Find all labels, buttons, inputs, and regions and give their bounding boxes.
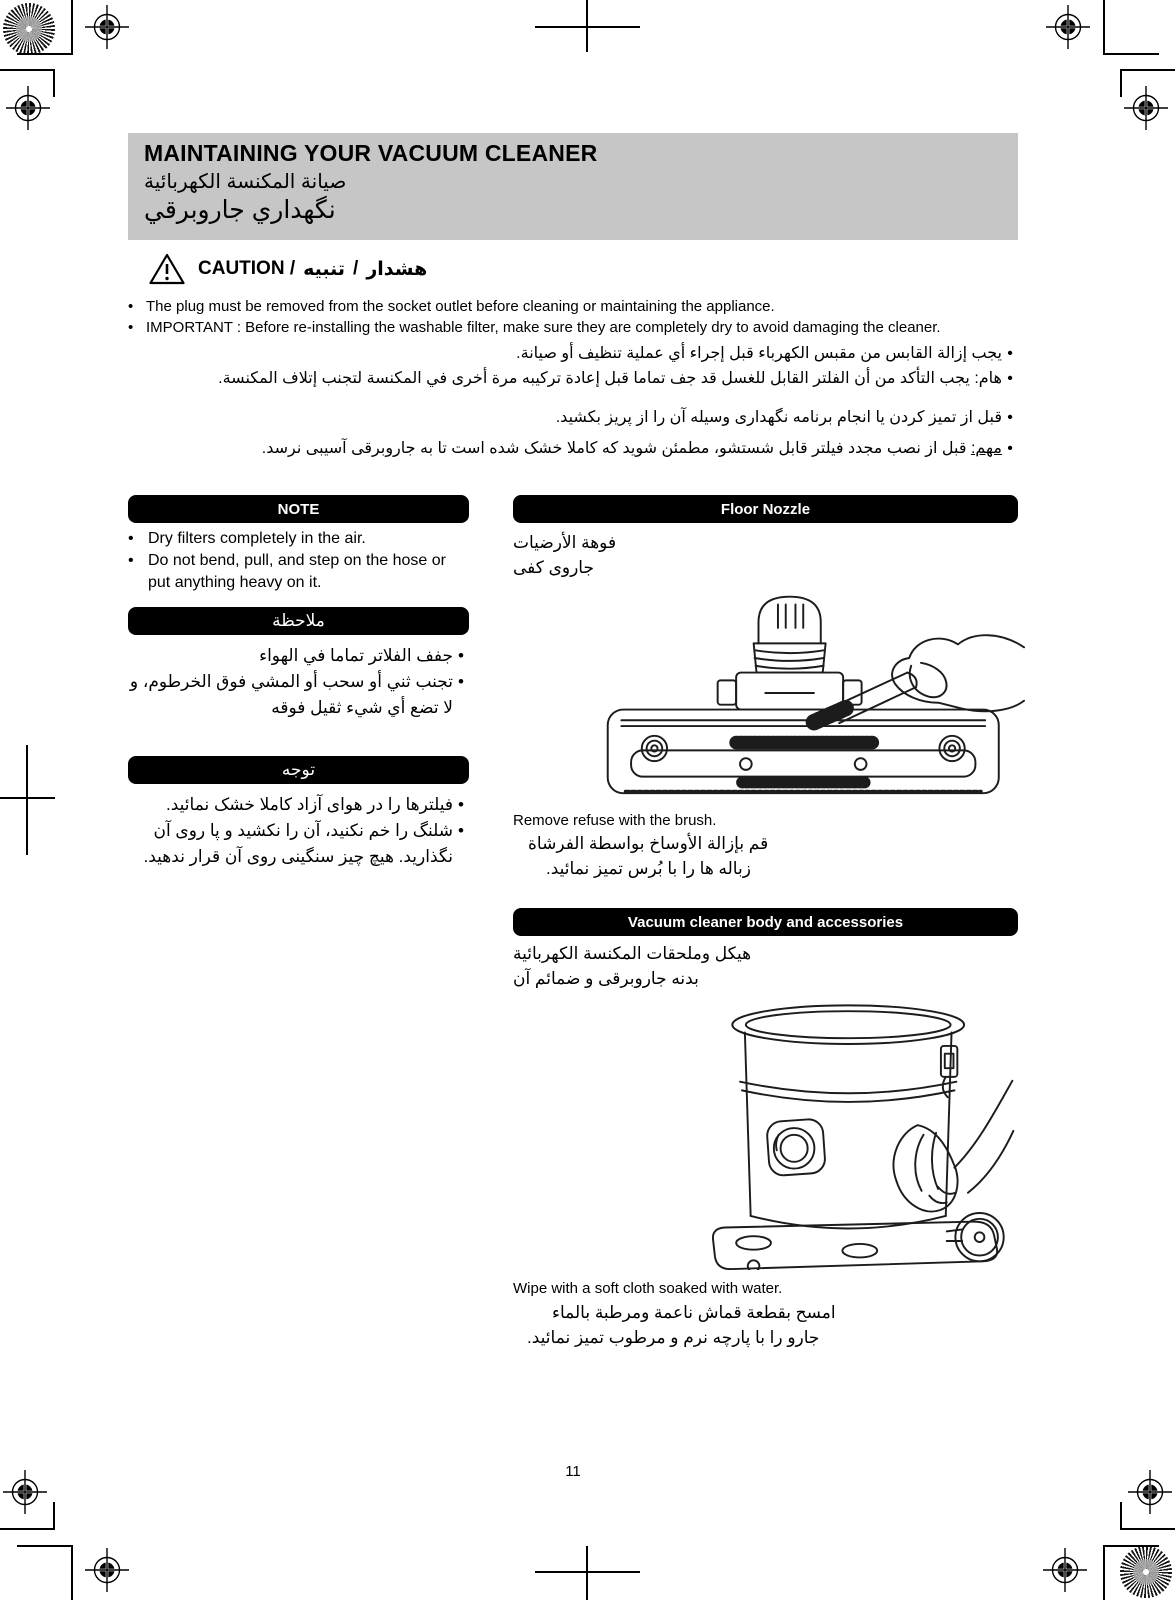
registration-mark-icon [1046,5,1090,49]
list-item [128,792,469,818]
bullet-icon: • [458,646,464,665]
note-fa-header-bar [128,756,469,784]
crop-mark [1120,1502,1122,1530]
bullet-text: قبل از تميز كردن يا انجام برنامه نگهدارى وسيله آن را از پريز بكشيد. [555,409,1002,426]
crop-mark [71,0,73,55]
list-item [128,818,469,870]
list-item [128,528,473,550]
crop-mark [0,69,55,71]
note-ar-list [128,643,469,721]
bullet-text-rest: قبل از نصب مجدد فيلتر قابل شستشو، مطمئن شويد كه كاملا خشک شده است تا به جاروبرقى آسيبى نرسد. [261,440,971,457]
note-ar-title: ملاحظة [272,611,325,630]
caution-label-fa: هشدار [366,258,428,280]
crop-mark [1103,1545,1159,1547]
crop-mark [1103,1545,1105,1600]
bullet-icon: • [458,821,464,840]
sunburst-print-mark-icon [1120,1546,1172,1598]
bullet-icon: • [128,319,134,336]
section-header-banner [128,133,1018,240]
bullet-icon: • [128,552,134,569]
important-prefix: مهم: [970,440,1002,457]
bullet-icon: • [1007,440,1013,457]
floor-nozzle-header-bar [513,495,1018,523]
page-number: 11 [565,1463,581,1480]
floor-nozzle-illustration [598,583,1026,803]
list-item [128,669,469,721]
warning-triangle-icon [148,252,186,286]
bullet-text: فيلترها را در هواى آزاد كاملا خشک نمائيد. [166,795,453,814]
list-item [100,366,1018,391]
crop-mark [0,1528,55,1530]
crop-mark [17,53,73,55]
bullet-icon: • [458,672,464,691]
bullet-text: هام: يجب التأكد من أن الفلتر القابل للغسل قد جف تماما قبل إعادة تركيبه مرة أخرى في المكنسة لتجنب إتلاف المكنسة. [218,370,1002,387]
list-item [128,643,469,669]
page-title-en: MAINTAINING YOUR VACUUM CLEANER [144,140,598,166]
bullet-icon: • [128,298,134,315]
crosshair-mark [535,1571,640,1573]
registration-mark-icon [85,1548,129,1592]
crop-mark [1120,69,1122,97]
bullet-icon: • [1007,370,1013,387]
caption-fa: جاروى كفى [513,558,594,577]
crop-mark [1120,69,1175,71]
bullet-text: Do not bend, pull, and step on the hose or put anything heavy on it. [148,552,446,591]
caution-english-bullets [128,296,1028,338]
floor-nozzle-instruction-fa: زباله ها را با بُرس تميز نمائيد. [546,859,751,878]
vacuum-body-instruction-en: Wipe with a soft cloth soaked with water. [513,1280,783,1297]
list-item [100,341,1018,366]
bullet-icon: • [1007,409,1013,426]
registration-mark-icon [3,1470,47,1514]
crop-mark [1103,0,1105,55]
bullet-icon: • [1007,345,1013,362]
bullet-text: IMPORTANT : Before re-installing the washable filter, make sure they are completely dry to avoid damaging the cleaner. [146,319,941,336]
note-fa-title: توجه [281,760,316,779]
vacuum-body-illustration [688,988,1020,1270]
vacuum-body-header-bar [513,908,1018,936]
page-title-ar: صيانة المكنسة الكهربائية [144,171,347,193]
vacuum-body-captions [513,941,843,991]
list-item [128,317,1028,338]
note-fa-list [128,792,469,870]
crop-mark [1103,53,1159,55]
sunburst-print-mark-icon [3,3,55,55]
registration-mark-icon [1128,1470,1172,1514]
registration-mark-icon [85,5,129,49]
registration-mark-icon [1043,1548,1087,1592]
bullet-icon: • [128,530,134,547]
floor-nozzle-title: Floor Nozzle [720,500,811,518]
caution-rtl-bullets [100,341,1018,461]
vacuum-body-title: Vacuum cleaner body and accessories [627,913,904,931]
bullet-text: شلنگ را خم نكنيد، آن را نكشيد و پا روى آن نگذاريد. هيچ چيز سنگينى روى آن قرار ندهيد. [143,821,453,866]
note-en-list [128,528,473,594]
crosshair-mark [535,26,640,28]
crop-mark [17,1545,73,1547]
bullet-text: يجب إزالة القابس من مقبس الكهرباء قبل إجراء أي عملية تنظيف أو صيانة. [516,345,1002,362]
floor-nozzle-instruction-en: Remove refuse with the brush. [513,812,717,829]
crop-mark [53,1502,55,1530]
bullet-text: Dry filters completely in the air. [148,530,366,547]
bullet-icon: • [458,795,464,814]
registration-mark-icon [6,86,50,130]
bullet-text: تجنب ثني أو سحب أو المشي فوق الخرطوم، و لا تضع أي شيء ثقيل فوقه [129,672,453,717]
list-item [128,550,473,594]
caution-label-ar: تنبيه [303,258,346,280]
bullet-text [262,436,1002,461]
note-ar-header-bar [128,607,469,635]
crosshair-mark [586,1546,588,1600]
caution-separator: / [353,258,359,279]
caption-ar: فوهة الأرضيات [513,533,617,552]
vacuum-body-instruction-fa: جارو را با پارچه نرم و مرطوب تميز نمائيد. [527,1328,820,1347]
list-item [128,296,1028,317]
caption-fa: بدنه جاروبرقى و ضمائم آن [513,969,699,988]
floor-nozzle-instruction-ar: قم بإزالة الأوساخ بواسطة الفرشاة [528,834,769,853]
crop-mark [53,69,55,97]
list-item [100,436,1018,461]
registration-mark-icon [1124,86,1168,130]
caption-ar: هيكل وملحقات المكنسة الكهربائية [513,944,752,963]
page-title-fa: نگهداري جاروبرقي [144,196,336,224]
crosshair-mark [26,745,28,855]
crosshair-mark [0,797,55,799]
note-en-header-bar [128,495,469,523]
floor-nozzle-captions [513,530,813,580]
vacuum-body-instruction-ar: امسح بقطعة قماش ناعمة ومرطبة بالماء [552,1303,836,1322]
caution-heading [148,252,427,286]
note-en-title: NOTE [277,500,320,518]
crop-mark [71,1545,73,1600]
crop-mark [1120,1528,1175,1530]
bullet-text: The plug must be removed from the socket outlet before cleaning or maintaining the appliance. [146,298,775,315]
list-item [100,405,1018,430]
bullet-text: جفف الفلاتر تماما في الهواء [259,646,453,665]
caution-label-en: CAUTION / [198,258,296,279]
